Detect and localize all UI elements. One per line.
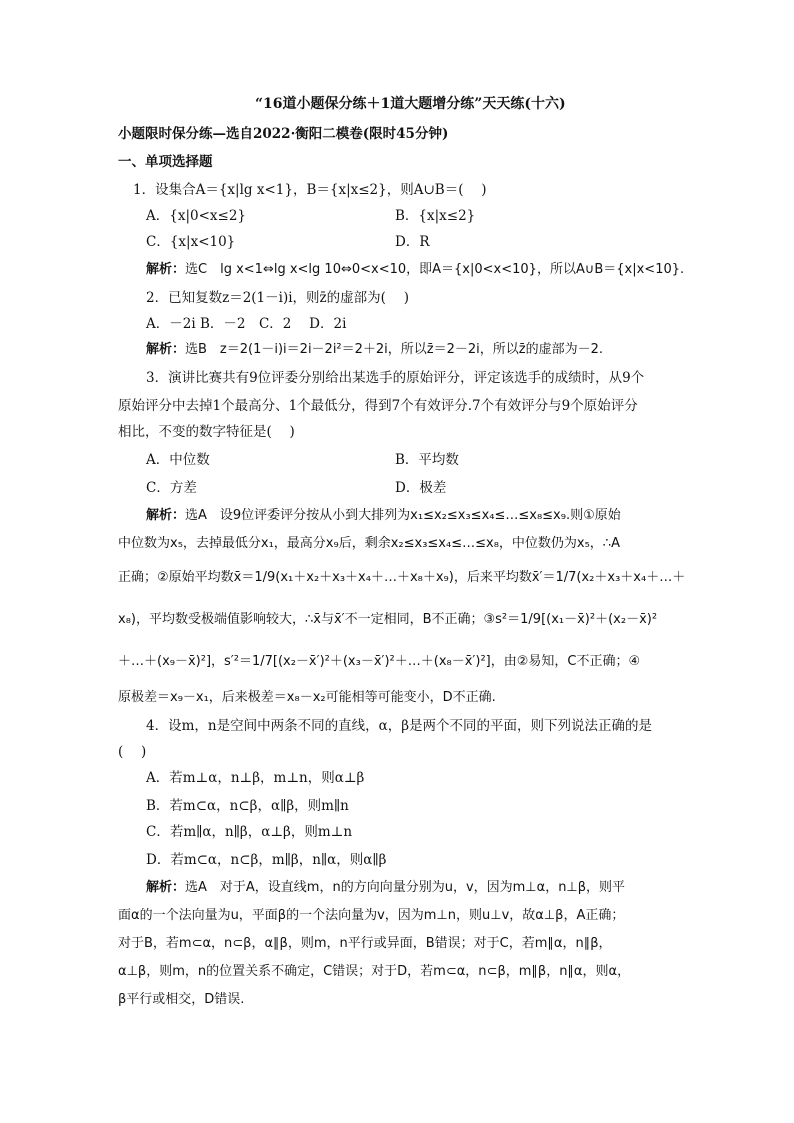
q3-solution-text1: 选A 设9位评委评分按从小到大排列为x₁≤x₂≤x₃≤x₄≤…≤x₈≤x₉.则①原始 — [185, 508, 621, 523]
q3-solution-line1 — [146, 506, 621, 526]
q4-option-c: C．若m∥α，n∥β，α⊥β，则m⊥n — [146, 824, 353, 840]
q3-stem-line1: 3．演讲比赛共有9位评委分别给出某选手的原始评分，评定该选手的成绩时，从9个 — [146, 370, 645, 386]
doc-title: “16道小题保分练＋1道大题增分练”天天练(十六) — [255, 96, 566, 112]
q1-solution — [146, 260, 684, 280]
q4-solution-line5: β平行或相交，D错误. — [118, 992, 245, 1007]
q4-solution-line2: 面α的一个法向量为u，平面β的一个法向量为v，因为m⊥n，则u⊥v，故α⊥β，A正确； — [118, 908, 625, 923]
q4-option-a: A．若m⊥α，n⊥β，m⊥n，则α⊥β — [146, 770, 365, 786]
q4-solution-line1 — [146, 878, 625, 898]
solution-label: 解析： — [146, 342, 186, 357]
q4-solution-line3: 对于B，若m⊂α，n⊂β，α∥β，则m，n平行或异面，B错误；对于C，若m∥α，n∥β， — [118, 936, 612, 951]
q4-option-b: B．若m⊂α，n⊂β，α∥β，则m∥n — [146, 798, 349, 814]
q3-option-b: B．平均数 — [395, 452, 459, 468]
q2-options: A．－2i B．－2 C．2 D．2i — [146, 316, 347, 332]
q4-solution-line4: α⊥β，则m，n的位置关系不确定，C错误；对于D，若m⊂α，n⊂β，m∥β，n∥α，则α， — [118, 964, 631, 979]
q1-solution-text: 选C lg x<1⇔lg x<lg 10⇔0<x<10，即A＝{x|0<x<10}，所以A∪B＝{x|x<10}. — [185, 262, 685, 277]
solution-label: 解析： — [146, 508, 186, 523]
section-heading: 一、单项选择题 — [118, 154, 213, 170]
q3-solution-line5: ＋…＋(x₉－x̄)²]，s′²＝1/7[(x₂－x̄′)²＋(x₃－x̄′)²＋…＋(x₈－x̄′)²]，由②易知，C不正确；④ — [118, 654, 641, 669]
q1-option-b: B．{x|x≤2} — [395, 208, 476, 224]
q3-option-d: D．极差 — [395, 480, 447, 496]
q3-stem-line3: 相比，不变的数字特征是( ) — [118, 424, 295, 440]
q3-solution-line6: 原极差＝x₉－x₁，后来极差＝x₈－x₂可能相等可能变小，D不正确. — [118, 690, 496, 705]
q3-solution-line4: x₈)，平均数受极端值影响较大，∴x̄与x̄′不一定相同，B不正确；③s²＝1/9[(x₁－x̄)²＋(x₂－x̄)² — [118, 612, 658, 627]
q3-solution-line2: 中位数为x₅，去掉最低分x₁，最高分x₉后，剩余x₂≤x₃≤x₄≤…≤x₈，中位数仍为x₅，∴A — [118, 536, 620, 551]
q4-stem-line1: 4．设m，n是空间中两条不同的直线，α，β是两个不同的平面，则下列说法正确的是 — [146, 718, 653, 734]
solution-label: 解析： — [146, 262, 186, 277]
q2-solution-text: 选B z＝2(1－i)i＝2i－2i²＝2＋2i，所以z̄＝2－2i，所以z̄的虚部为－2. — [185, 342, 604, 357]
doc-subtitle: 小题限时保分练—选自2022·衡阳二模卷(限时45分钟) — [118, 126, 449, 142]
q3-option-c: C．方差 — [146, 480, 197, 496]
q4-stem-line2: ( ) — [118, 744, 147, 760]
q2-solution — [146, 340, 603, 360]
q4-solution-text1: 选A 对于A，设直线m，n的方向向量分别为u，v，因为m⊥α，n⊥β，则平 — [185, 880, 626, 895]
q3-solution-line3: 正确；②原始平均数x̄＝1/9(x₁＋x₂＋x₃＋x₄＋…＋x₈＋x₉)，后来平均数x̄′＝1/7(x₂＋x₃＋x₄＋…＋ — [118, 570, 686, 585]
q3-option-a: A．中位数 — [146, 452, 210, 468]
q4-option-d: D．若m⊂α，n⊂β，m∥β，n∥α，则α∥β — [146, 852, 387, 868]
solution-label: 解析： — [146, 880, 186, 895]
q1-stem: 1．设集合A＝{x|lg x<1}，B＝{x|x≤2}，则A∪B＝( ) — [133, 182, 487, 198]
q3-stem-line2: 原始评分中去掉1个最高分、1个最低分，得到7个有效评分.7个有效评分与9个原始评分 — [118, 398, 638, 414]
q1-option-d: D．R — [395, 234, 430, 250]
q1-option-a: A．{x|0<x≤2} — [146, 208, 247, 224]
q2-stem: 2．已知复数z＝2(1－i)i，则z̄的虚部为( ) — [146, 290, 409, 306]
q1-option-c: C．{x|x<10} — [146, 234, 236, 250]
